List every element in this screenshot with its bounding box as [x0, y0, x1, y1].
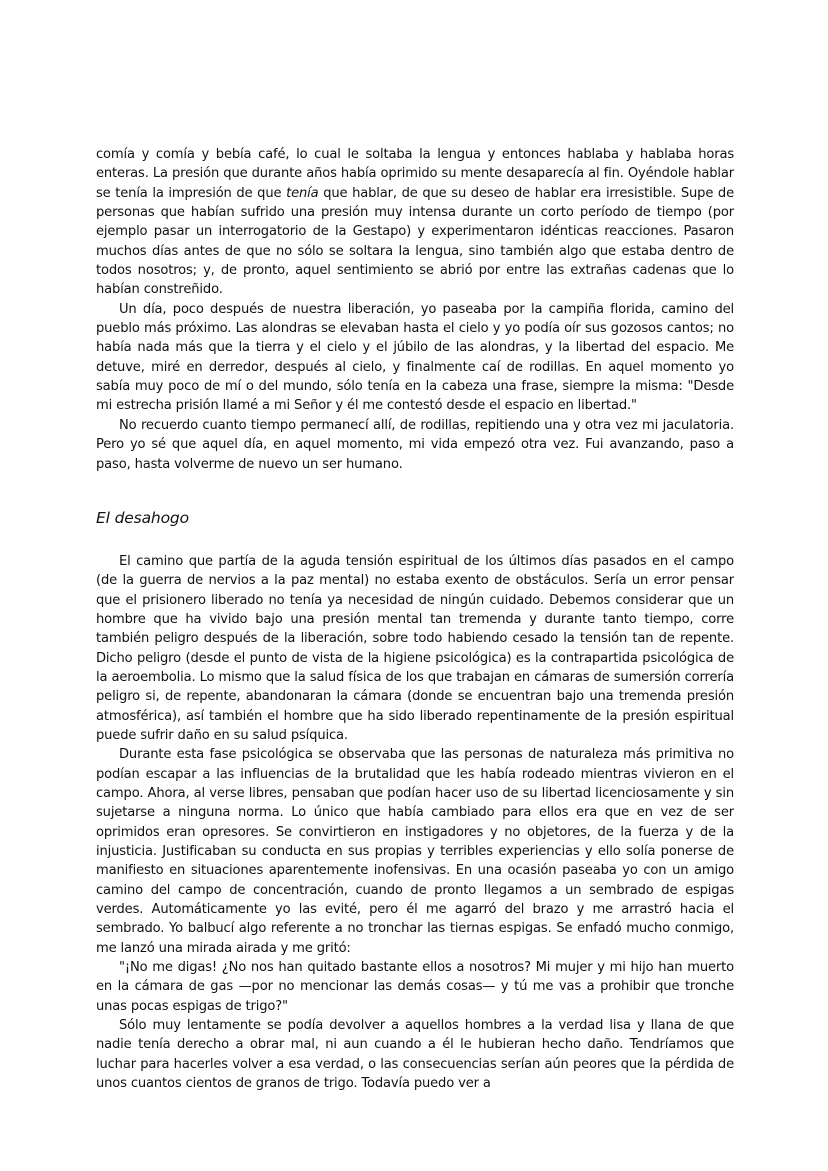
text-run: Durante esta fase psicológica se observaba que las personas de naturaleza más primitiva no podían escapar a las influencias de la brutalidad que les había rodeado mientras vivieron en el campo. Ahora, al verse libres, pensaban que podían hacer uso de su libertad licenciosamente y sin sujetarse a ninguna norma. Lo único que había cambiado para ellos era que en vez de ser oprimidos eran opresores. Se convirtieron en instigadores y no objetores, de la fuerza y de la injusticia. Justificaban su conducta en sus propias y terribles experiencias y ello solía ponerse de manifiesto en situaciones aparentemente inofensivas. En una ocasión paseaba yo con un amigo camino del campo de concentración, cuando de pronto llegamos a un sembrado de espigas verdes. Automáticamente yo las evité, pero él me agarró del brazo y me arrastró hacia el sembrado. Yo balbucí algo referente a no tronchar las tiernas espigas. Se enfadó mucho conmigo, me lanzó una mirada airada y me gritó:: [96, 747, 734, 956]
text-run: que hablar, de que su deseo de hablar era irresistible. Supe de personas que habían sufrido una presión muy intensa durante un corto período de tiempo (por ejemplo pasar un interrogatorio de la Gestapo) y experimentaron idénticas reacciones. Pasaron muchos días antes de que no sólo se soltara la lengua, sino también algo que estaba dentro de todos nosotros; y, de pronto, aquel sentimiento se abrió por entre las extrañas cadenas que lo habían constreñido.: [96, 185, 734, 298]
paragraph: [96, 745, 734, 958]
text-run: Un día, poco después de nuestra liberación, yo paseaba por la campiña florida, camino del pueblo más próximo. Las alondras se elevaban hasta el cielo y yo podía oír sus gozosos cantos; no había nada más que la tierra y el cielo y el júbilo de las alondras, y la libertad del espacio. Me detuve, miré en derredor, después al cielo, y finalmente caí de rodillas. En aquel momento yo sabía muy poco de mí o del mundo, sólo tenía en la cabeza una frase, siempre la misma: "Desde mi estrecha prisión llamé a mi Señor y él me contestó desde el espacio en libertad.": [96, 301, 734, 414]
paragraph: [96, 552, 734, 745]
paragraph: [96, 416, 734, 474]
paragraph: [96, 958, 734, 1016]
body-before-heading: [96, 145, 734, 474]
document-page: [96, 145, 734, 1093]
text-run: No recuerdo cuanto tiempo permanecí allí, de rodillas, repitiendo una y otra vez mi jaculatoria. Pero yo sé que aquel día, en aquel momento, mi vida empezó otra vez. Fui avanzando, paso a paso, hasta volverme de nuevo un ser humano.: [96, 417, 734, 472]
emphasized-text: tenía: [286, 185, 319, 201]
section-heading: El desahogo: [96, 508, 189, 527]
body-after-heading: [96, 552, 734, 1094]
paragraph: [96, 1016, 734, 1093]
text-run: "¡No me digas! ¿No nos han quitado bastante ellos a nosotros? Mi mujer y mi hijo han muerto en la cámara de gas —por no mencionar las demás cosas— y tú me vas a prohibir que tronche unas pocas espigas de trigo?": [96, 960, 734, 1014]
text-run: comía y comía y bebía café, lo cual le soltaba la lengua y entonces hablaba y hablaba horas enteras. La presión que durante años había oprimido su mente desaparecía al fin. Oyéndole hablar se tenía la impresión de que: [96, 147, 734, 201]
text-run: Sólo muy lentamente se podía devolver a aquellos hombres a la verdad lisa y llana de que nadie tenía derecho a obrar mal, ni aun cuando a él le hubieran hecho daño. Tendríamos que luchar para hacerles volver a esa verdad, o las consecuencias serían aún peores que la pérdida de unos cuantos cientos de granos de trigo. Todavía puedo ver a: [96, 1018, 734, 1092]
paragraph: [96, 145, 734, 300]
text-run: El camino que partía de la aguda tensión espiritual de los últimos días pasados en el campo (de la guerra de nervios a la paz mental) no estaba exento de obstáculos. Sería un error pensar que el prisionero liberado no tenía ya necesidad de ningún cuidado. Debemos considerar que un hombre que ha vivido bajo una presión mental tan tremenda y durante tanto tiempo, corre también peligro después de la liberación, sobre todo habiendo cesado la tensión tan de repente. Dicho peligro (desde el punto de vista de la higiene psicológica) es la contrapartida psicológica de la aeroembolia. Lo mismo que la salud física de los que trabajan en cámaras de sumersión correría peligro si, de repente, abandonaran la cámara (donde se encuentran bajo una tremenda presión atmosférica), así también el hombre que ha sido liberado repentinamente de la presión espiritual puede sufrir daño en su salud psíquica.: [96, 553, 734, 743]
paragraph: [96, 300, 734, 416]
